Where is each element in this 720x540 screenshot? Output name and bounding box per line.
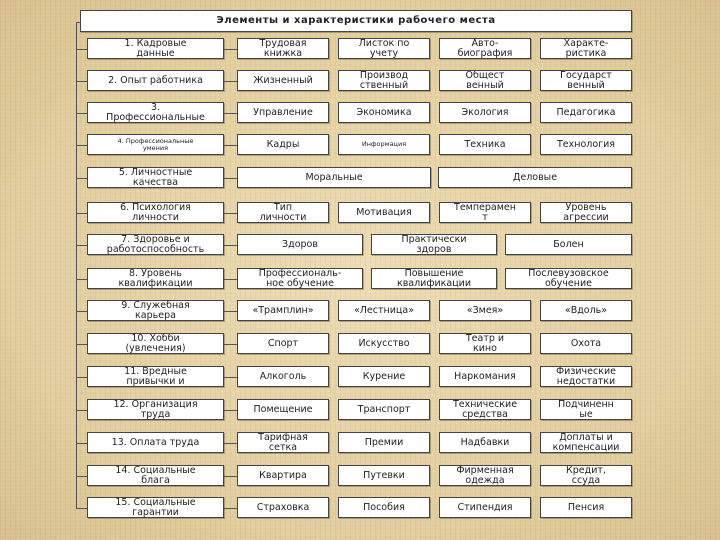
connector-branch (76, 344, 87, 345)
element-box: Экономика (338, 102, 430, 123)
connector-row (224, 344, 237, 345)
element-box: Фирменная одежда (439, 465, 531, 486)
element-box: Повышение квалификации (371, 268, 497, 289)
element-box: Театр и кино (439, 333, 531, 354)
element-box: Премии (338, 432, 430, 453)
element-box: Технические средства (439, 399, 531, 420)
element-box: Стипендия (439, 497, 531, 518)
element-box: Здоров (237, 234, 363, 255)
connector-trunk (76, 22, 77, 508)
connector-branch (76, 279, 87, 280)
connector-branch (76, 476, 87, 477)
element-box: Информация (338, 134, 430, 155)
element-box: Трудовая книжка (237, 38, 329, 59)
element-box: Техника (439, 134, 531, 155)
element-box: Экология (439, 102, 531, 123)
element-box: Искусство (338, 333, 430, 354)
element-box: «Змея» (439, 300, 531, 321)
element-box: Алкоголь (237, 366, 329, 387)
category-box: 8. Уровень квалификации (87, 268, 224, 289)
element-box: Производ ственный (338, 70, 430, 91)
element-box: Моральные (237, 167, 431, 188)
element-box: Тарифная сетка (237, 432, 329, 453)
element-box: Темперамен т (439, 202, 531, 223)
category-box: 5. Личностные качества (87, 167, 224, 188)
connector-branch (76, 178, 87, 179)
element-box: Уровень агрессии (540, 202, 632, 223)
connector-branch (76, 443, 87, 444)
element-box: «Лестница» (338, 300, 430, 321)
element-box: Авто- биография (439, 38, 531, 59)
connector-branch (76, 213, 87, 214)
connector-row (224, 145, 237, 146)
connector-title-link (76, 22, 80, 23)
element-box: Болен (505, 234, 632, 255)
element-box: Профессиональ- ное обучение (237, 268, 363, 289)
element-box: Транспорт (338, 399, 430, 420)
diagram-title: Элементы и характеристики рабочего места (80, 10, 632, 32)
element-box: Помещение (237, 399, 329, 420)
element-box: Жизненный (237, 70, 329, 91)
element-box: Охота (540, 333, 632, 354)
connector-branch (76, 49, 87, 50)
connector-branch (76, 245, 87, 246)
connector-branch (76, 410, 87, 411)
element-box: Кадры (237, 134, 329, 155)
connector-row (224, 245, 237, 246)
element-box: Пенсия (540, 497, 632, 518)
connector-row (224, 213, 237, 214)
connector-branch (76, 113, 87, 114)
connector-row (224, 410, 237, 411)
element-box: Технология (540, 134, 632, 155)
element-box: Надбавки (439, 432, 531, 453)
category-box: 7. Здоровье и работоспособность (87, 234, 224, 255)
element-box: Подчиненн ые (540, 399, 632, 420)
category-box: 12. Организация труда (87, 399, 224, 420)
connector-row (224, 476, 237, 477)
element-box: Послевузовское обучение (505, 268, 632, 289)
element-box: Управление (237, 102, 329, 123)
connector-row (224, 178, 237, 179)
element-box: Доплаты и компенсации (540, 432, 632, 453)
connector-row (224, 443, 237, 444)
connector-branch (76, 145, 87, 146)
connector-row (224, 377, 237, 378)
connector-branch (76, 81, 87, 82)
category-box: 14. Социальные блага (87, 465, 224, 486)
element-box: Практически здоров (371, 234, 497, 255)
element-box: Общест венный (439, 70, 531, 91)
category-box: 15. Социальные гарантии (87, 497, 224, 518)
element-box: Кредит, ссуда (540, 465, 632, 486)
element-box: Листок по учету (338, 38, 430, 59)
element-box: Курение (338, 366, 430, 387)
category-box: 2. Опыт работника (87, 70, 224, 91)
element-box: Квартира (237, 465, 329, 486)
element-box: Тип личности (237, 202, 329, 223)
category-box: 6. Психология личности (87, 202, 224, 223)
connector-row (224, 113, 237, 114)
element-box: Наркомания (439, 366, 531, 387)
element-box: Пособия (338, 497, 430, 518)
element-box: Государст венный (540, 70, 632, 91)
element-box: Педагогика (540, 102, 632, 123)
element-box: «Трамплин» (237, 300, 329, 321)
element-box: Физические недостатки (540, 366, 632, 387)
connector-row (224, 81, 237, 82)
connector-branch (76, 377, 87, 378)
element-box: «Вдоль» (540, 300, 632, 321)
category-box: 10. Хобби (увлечения) (87, 333, 224, 354)
element-box: Страховка (237, 497, 329, 518)
category-box: 4. Профессиональные умения (87, 134, 224, 155)
connector-row (224, 49, 237, 50)
connector-row (224, 279, 237, 280)
category-box: 9. Служебная карьера (87, 300, 224, 321)
element-box: Путевки (338, 465, 430, 486)
category-box: 11. Вредные привычки и (87, 366, 224, 387)
category-box: 3. Профессиональные (87, 102, 224, 123)
element-box: Деловые (438, 167, 632, 188)
connector-branch (76, 508, 87, 509)
element-box: Спорт (237, 333, 329, 354)
connector-row (224, 508, 237, 509)
category-box: 13. Оплата труда (87, 432, 224, 453)
element-box: Характе- ристика (540, 38, 632, 59)
element-box: Мотивация (338, 202, 430, 223)
connector-row (224, 311, 237, 312)
connector-branch (76, 311, 87, 312)
category-box: 1. Кадровые данные (87, 38, 224, 59)
